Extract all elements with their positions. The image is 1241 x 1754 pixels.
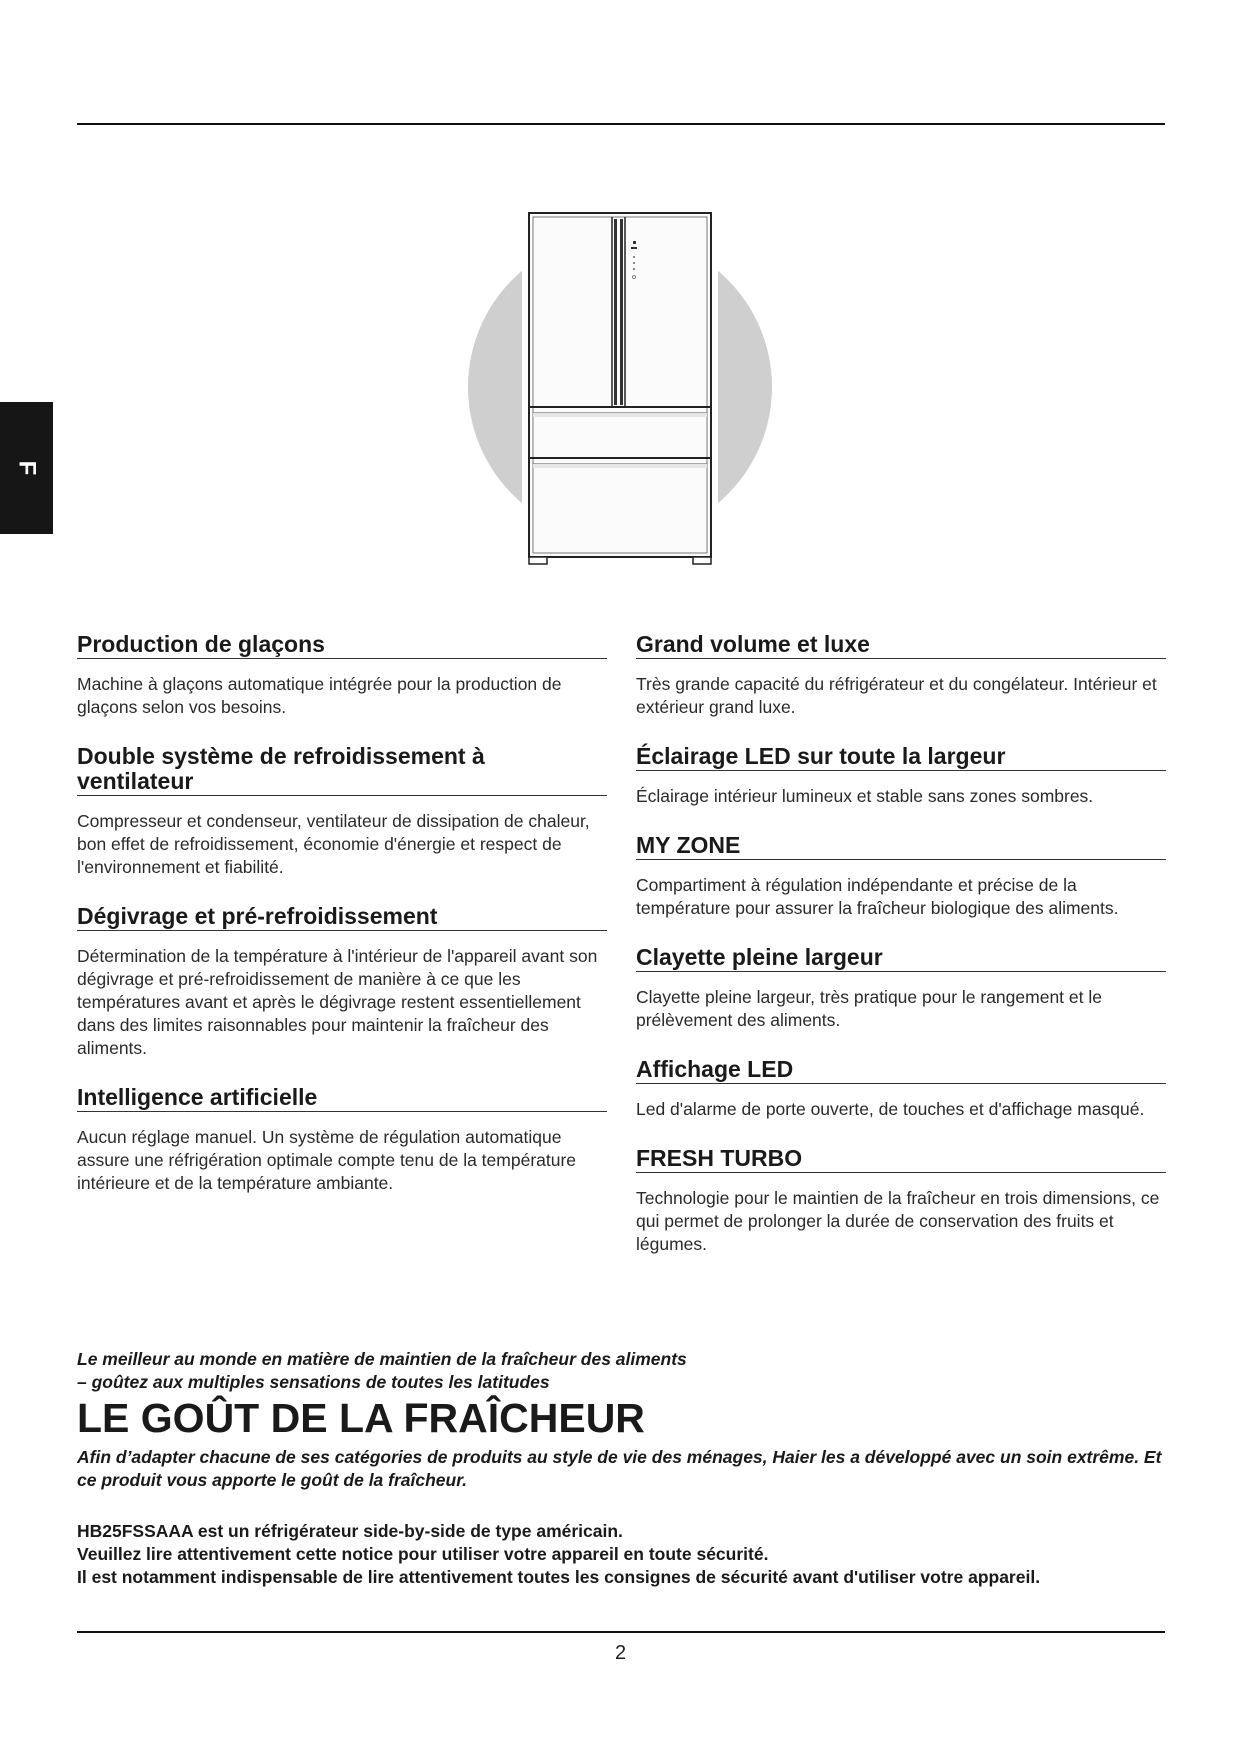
- notice-line-1: HB25FSSAAA est un réfrigérateur side-by-side de type américain.: [77, 1521, 623, 1541]
- tagline-line-2: – goûtez aux multiples sensations de toutes les latitudes: [77, 1372, 550, 1392]
- feature-led-lighting: [636, 744, 1166, 808]
- feature-title: MY ZONE: [636, 833, 1166, 860]
- features-right-column: [636, 632, 1166, 1281]
- page-title: LE GOÛT DE LA FRAÎCHEUR: [77, 1395, 645, 1441]
- top-rule: [77, 123, 1165, 125]
- feature-ice-production: [77, 632, 607, 719]
- feature-text: Aucun réglage manuel. Un système de régulation automatique assure une réfrigération optimale compte tenu de la température intérieure et de la température ambiante.: [77, 1127, 577, 1193]
- feature-title: Production de glaçons: [77, 632, 607, 659]
- feature-volume: [636, 632, 1166, 719]
- feature-title: FRESH TURBO: [636, 1146, 1166, 1173]
- feature-title: Dégivrage et pré-refroidissement: [77, 904, 607, 931]
- feature-title: Grand volume et luxe: [636, 632, 1166, 659]
- feature-shelf: [636, 945, 1166, 1032]
- language-tab: [0, 402, 53, 534]
- feature-text: Détermination de la température à l'intérieur de l'appareil avant son dégivrage et pré-refroidissement de manière à ce que les températures avant et après le dégivrage restent essentiellement dans des limites raisonnables pour maintenir la fraîcheur des aliments.: [77, 946, 598, 1058]
- subtitle: Afin d’adapter chacune de ses catégories de produits au style de vie des ménages, Haier les a développé avec un soin extrême. Et ce produit vous apporte le goût de la fraîcheur.: [77, 1447, 1162, 1490]
- feature-title: Intelligence artificielle: [77, 1085, 607, 1112]
- feature-text: Technologie pour le maintien de la fraîcheur en trois dimensions, ce qui permet de prolonger la durée de conservation des fruits et légumes.: [636, 1188, 1160, 1254]
- safety-notice: [77, 1520, 1165, 1589]
- fridge-icon: [465, 205, 775, 575]
- tagline-line-1: Le meilleur au monde en matière de maintien de la fraîcheur des aliments: [77, 1349, 687, 1369]
- notice-line-3: Il est notamment indispensable de lire attentivement toutes les consignes de sécurité avant d'utiliser votre appareil.: [77, 1567, 1041, 1587]
- feature-ai: [77, 1085, 607, 1195]
- page-number: 2: [614, 1642, 627, 1664]
- fridge-illustration: [465, 205, 775, 575]
- feature-title: Double système de refroidissement à ventilateur: [77, 744, 607, 796]
- tagline: [77, 1348, 1165, 1394]
- feature-title: Clayette pleine largeur: [636, 945, 1166, 972]
- feature-text: Led d'alarme de porte ouverte, de touches et d'affichage masqué.: [636, 1099, 1145, 1119]
- features-left-column: [77, 632, 607, 1220]
- feature-title: Éclairage LED sur toute la largeur: [636, 744, 1166, 771]
- notice-line-2: Veuillez lire attentivement cette notice pour utiliser votre appareil en toute sécurité.: [77, 1544, 769, 1564]
- feature-my-zone: [636, 833, 1166, 920]
- feature-text: Compresseur et condenseur, ventilateur de dissipation de chaleur, bon effet de refroidissement, économie d'énergie et respect de l'environnement et fiabilité.: [77, 811, 590, 877]
- feature-text: Très grande capacité du réfrigérateur et du congélateur. Intérieur et extérieur grand luxe.: [636, 674, 1157, 717]
- feature-led-display: [636, 1057, 1166, 1121]
- feature-text: Clayette pleine largeur, très pratique pour le rangement et le prélèvement des aliments.: [636, 987, 1102, 1030]
- feature-defrost: [77, 904, 607, 1060]
- feature-double-cooling: [77, 744, 607, 879]
- feature-title: Affichage LED: [636, 1057, 1166, 1084]
- language-tab-label: F: [13, 460, 41, 476]
- feature-text: Machine à glaçons automatique intégrée pour la production de glaçons selon vos besoins.: [77, 674, 562, 717]
- feature-fresh-turbo: [636, 1146, 1166, 1256]
- feature-text: Éclairage intérieur lumineux et stable sans zones sombres.: [636, 786, 1094, 806]
- feature-text: Compartiment à régulation indépendante et précise de la température pour assurer la fraîcheur biologique des aliments.: [636, 875, 1119, 918]
- bottom-rule: [77, 1631, 1165, 1633]
